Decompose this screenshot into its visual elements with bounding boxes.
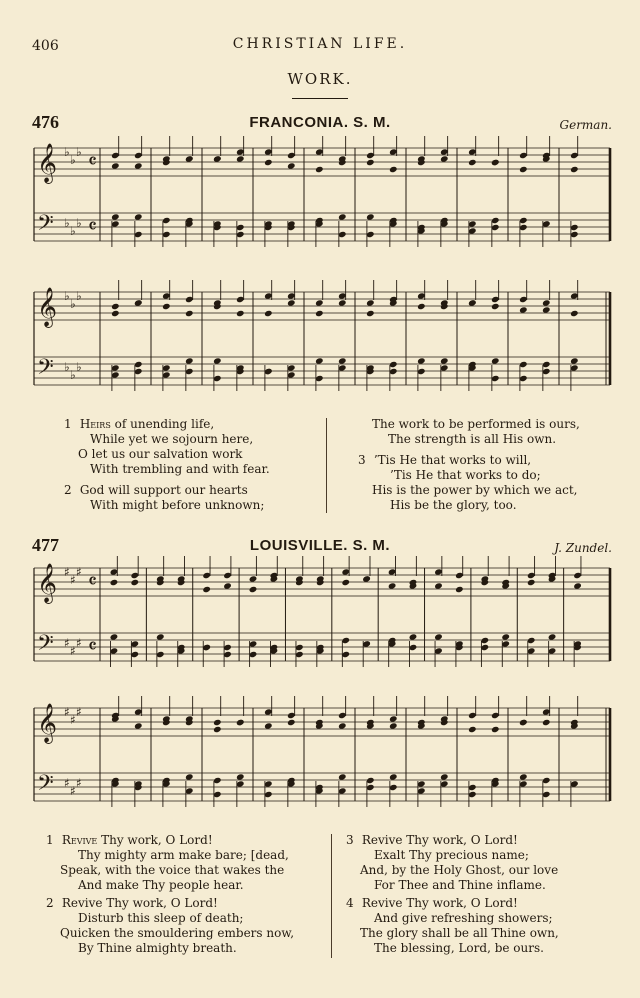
note-head: [519, 719, 528, 726]
time-signature: 𝄴: [88, 569, 97, 593]
verse-number: 2: [64, 483, 72, 497]
hymn-number: 477: [32, 535, 59, 555]
note-head: [417, 303, 426, 310]
sharp-icon: ♯: [76, 565, 82, 579]
note-head: [491, 357, 500, 364]
time-signature: 𝄴: [88, 149, 97, 173]
flat-icon: ♭: [70, 368, 76, 382]
note-head: [185, 310, 194, 317]
flat-icon: ♭: [76, 360, 82, 374]
note-head: [501, 633, 510, 640]
note-head: [249, 575, 258, 582]
flat-icon: ♭: [64, 360, 70, 374]
verse-line: While yet we sojourn here,: [90, 432, 254, 446]
verse-block: [64, 417, 270, 477]
verse-line: Exalt Thy precious name;: [374, 848, 529, 862]
verse-line: Revive Thy work, O Lord!: [361, 896, 518, 910]
verse-first-word: Heirs: [79, 417, 111, 431]
note-head: [570, 357, 579, 364]
verse-line: Revive Thy work, O Lord!: [361, 833, 518, 847]
sharp-icon: ♯: [64, 565, 70, 579]
note-head: [338, 213, 347, 220]
verse-block: [358, 453, 577, 513]
note-head: [111, 162, 120, 169]
flat-icon: ♭: [70, 153, 76, 167]
verse-line: And make Thy people hear.: [78, 878, 244, 892]
note-head: [236, 155, 245, 162]
note-head: [338, 357, 347, 364]
note-head: [338, 722, 347, 729]
note-head: [202, 586, 211, 593]
note-head: [388, 582, 397, 589]
bass-clef-icon: 𝄢: [37, 631, 54, 661]
note-head: [264, 310, 273, 317]
bass-clef-icon: 𝄢: [37, 211, 54, 241]
verse-line: The glory shall be all Thine own,: [360, 926, 559, 940]
verse-line: The strength is all His own.: [388, 432, 557, 446]
verse-number: 4: [346, 896, 354, 910]
note-head: [468, 726, 477, 733]
sharp-icon: ♯: [64, 705, 70, 719]
note-head: [519, 306, 528, 313]
note-head: [134, 722, 143, 729]
note-head: [362, 575, 371, 582]
bass-clef-icon: 𝄢: [37, 355, 54, 385]
note-head: [185, 773, 194, 780]
sharp-icon: ♯: [76, 705, 82, 719]
composer: J. Zundel.: [554, 541, 612, 555]
verse-block: [372, 417, 580, 447]
note-head: [434, 582, 443, 589]
verse-line: And give refreshing showers;: [374, 911, 553, 925]
note-head: [341, 579, 350, 586]
note-head: [223, 582, 232, 589]
note-head: [366, 159, 375, 166]
note-head: [570, 310, 579, 317]
note-head: [213, 719, 222, 726]
note-head: [491, 159, 500, 166]
verse-line: of unending life,: [114, 417, 215, 431]
note-head: [185, 357, 194, 364]
flat-icon: ♭: [76, 289, 82, 303]
sharp-icon: ♯: [76, 636, 82, 650]
note-head: [287, 162, 296, 169]
verse-line: O let us our salvation work: [78, 447, 243, 461]
note-head: [134, 213, 143, 220]
verse-line: By Thine almighty breath.: [78, 941, 237, 955]
flat-icon: ♭: [64, 289, 70, 303]
note-head: [527, 579, 536, 586]
verse-line: Speak, with the voice that wakes the: [60, 863, 285, 877]
verse-line: The work to be performed is ours,: [372, 417, 580, 431]
section-title: WORK.: [287, 70, 353, 88]
verse-number: 1: [46, 833, 54, 847]
note-head: [542, 299, 551, 306]
composer: German.: [559, 118, 612, 132]
running-head: CHRISTIAN LIFE.: [232, 36, 408, 52]
verse-line: For Thee and Thine inflame.: [374, 878, 546, 892]
verse-block: [46, 833, 289, 893]
note-head: [409, 633, 418, 640]
time-signature: 𝄴: [88, 214, 97, 238]
verse-first-word: Revive: [61, 833, 98, 847]
sharp-icon: ♯: [64, 636, 70, 650]
flat-icon: ♭: [70, 224, 76, 238]
note-head: [366, 299, 375, 306]
verse-line: With trembling and with fear.: [90, 462, 270, 476]
verse-block: [46, 896, 294, 956]
column-divider: [326, 418, 327, 513]
verse-line: God will support our hearts: [79, 483, 248, 497]
sharp-icon: ♯: [76, 776, 82, 790]
note-head: [468, 299, 477, 306]
note-head: [389, 166, 398, 173]
treble-clef-icon: 𝄞: [37, 703, 58, 743]
note-head: [264, 722, 273, 729]
treble-clef-icon: 𝄞: [37, 143, 58, 183]
note-head: [468, 159, 477, 166]
verse-block: [346, 896, 559, 956]
note-head: [111, 213, 120, 220]
sharp-icon: ♯: [64, 776, 70, 790]
treble-clef-icon: 𝄞: [37, 563, 58, 603]
note-head: [542, 719, 551, 726]
note-head: [440, 155, 449, 162]
note-head: [236, 719, 245, 726]
note-head: [491, 726, 500, 733]
flat-icon: ♭: [70, 297, 76, 311]
verse-number: 3: [346, 833, 354, 847]
note-head: [491, 303, 500, 310]
time-signature: 𝄴: [88, 634, 97, 658]
hymn-number: 476: [32, 112, 59, 132]
note-head: [134, 162, 143, 169]
bass-clef-icon: 𝄢: [37, 771, 54, 801]
note-head: [134, 299, 143, 306]
note-head: [542, 306, 551, 313]
note-head: [162, 303, 171, 310]
verse-line: ’Tis He that works to do;: [390, 468, 541, 482]
note-head: [110, 579, 119, 586]
verse-line: ’Tis He that works to will,: [373, 453, 532, 467]
note-head: [236, 773, 245, 780]
note-head: [389, 715, 398, 722]
verse-line: Thy work, O Lord!: [101, 833, 213, 847]
note-head: [185, 155, 194, 162]
note-head: [519, 773, 528, 780]
verse-line: The blessing, Lord, be ours.: [374, 941, 544, 955]
verse-line: Thy mighty arm make bare; [dead,: [78, 848, 289, 862]
note-head: [366, 310, 375, 317]
note-head: [548, 633, 557, 640]
note-head: [366, 213, 375, 220]
note-head: [213, 155, 222, 162]
note-head: [287, 719, 296, 726]
note-head: [573, 582, 582, 589]
note-head: [440, 773, 449, 780]
treble-clef-icon: 𝄞: [37, 287, 58, 327]
note-head: [110, 633, 119, 640]
note-head: [338, 773, 347, 780]
note-head: [131, 579, 140, 586]
note-head: [315, 166, 324, 173]
sharp-icon: ♯: [70, 573, 76, 587]
verse-line: His be the glory, too.: [390, 498, 517, 512]
note-head: [389, 773, 398, 780]
note-head: [338, 299, 347, 306]
note-head: [455, 586, 464, 593]
note-head: [315, 357, 324, 364]
note-head: [111, 310, 120, 317]
verse-line: His is the power by which we act,: [372, 483, 578, 497]
note-head: [315, 299, 324, 306]
note-head: [570, 166, 579, 173]
verse-line: With might before unknown;: [90, 498, 265, 512]
note-head: [213, 726, 222, 733]
verse-line: Disturb this sleep of death;: [78, 911, 244, 925]
verse-block: [64, 483, 264, 513]
page-number: 406: [32, 38, 59, 54]
flat-icon: ♭: [64, 145, 70, 159]
flat-icon: ♭: [76, 216, 82, 230]
verse-line: Revive Thy work, O Lord!: [61, 896, 218, 910]
tune-name: FRANCONIA. S. M.: [249, 114, 391, 131]
column-divider: [331, 834, 332, 958]
verse-line: And, by the Holy Ghost, our love: [360, 863, 559, 877]
verse-line: Quicken the smouldering embers now,: [60, 926, 295, 940]
note-head: [264, 159, 273, 166]
note-head: [287, 299, 296, 306]
verse-number: 3: [358, 453, 366, 467]
note-head: [519, 166, 528, 173]
flat-icon: ♭: [64, 216, 70, 230]
note-head: [111, 303, 120, 310]
note-head: [434, 633, 443, 640]
note-head: [417, 357, 426, 364]
note-head: [213, 357, 222, 364]
sharp-icon: ♯: [70, 713, 76, 727]
sharp-icon: ♯: [70, 784, 76, 798]
note-head: [156, 633, 165, 640]
verse-block: [346, 833, 558, 893]
verse-number: 2: [46, 896, 54, 910]
note-head: [389, 722, 398, 729]
note-head: [249, 586, 258, 593]
note-head: [236, 310, 245, 317]
note-head: [315, 310, 324, 317]
flat-icon: ♭: [76, 145, 82, 159]
tune-name: LOUISVILLE. S. M.: [249, 537, 391, 554]
note-head: [440, 357, 449, 364]
verse-number: 1: [64, 417, 72, 431]
sharp-icon: ♯: [70, 644, 76, 658]
